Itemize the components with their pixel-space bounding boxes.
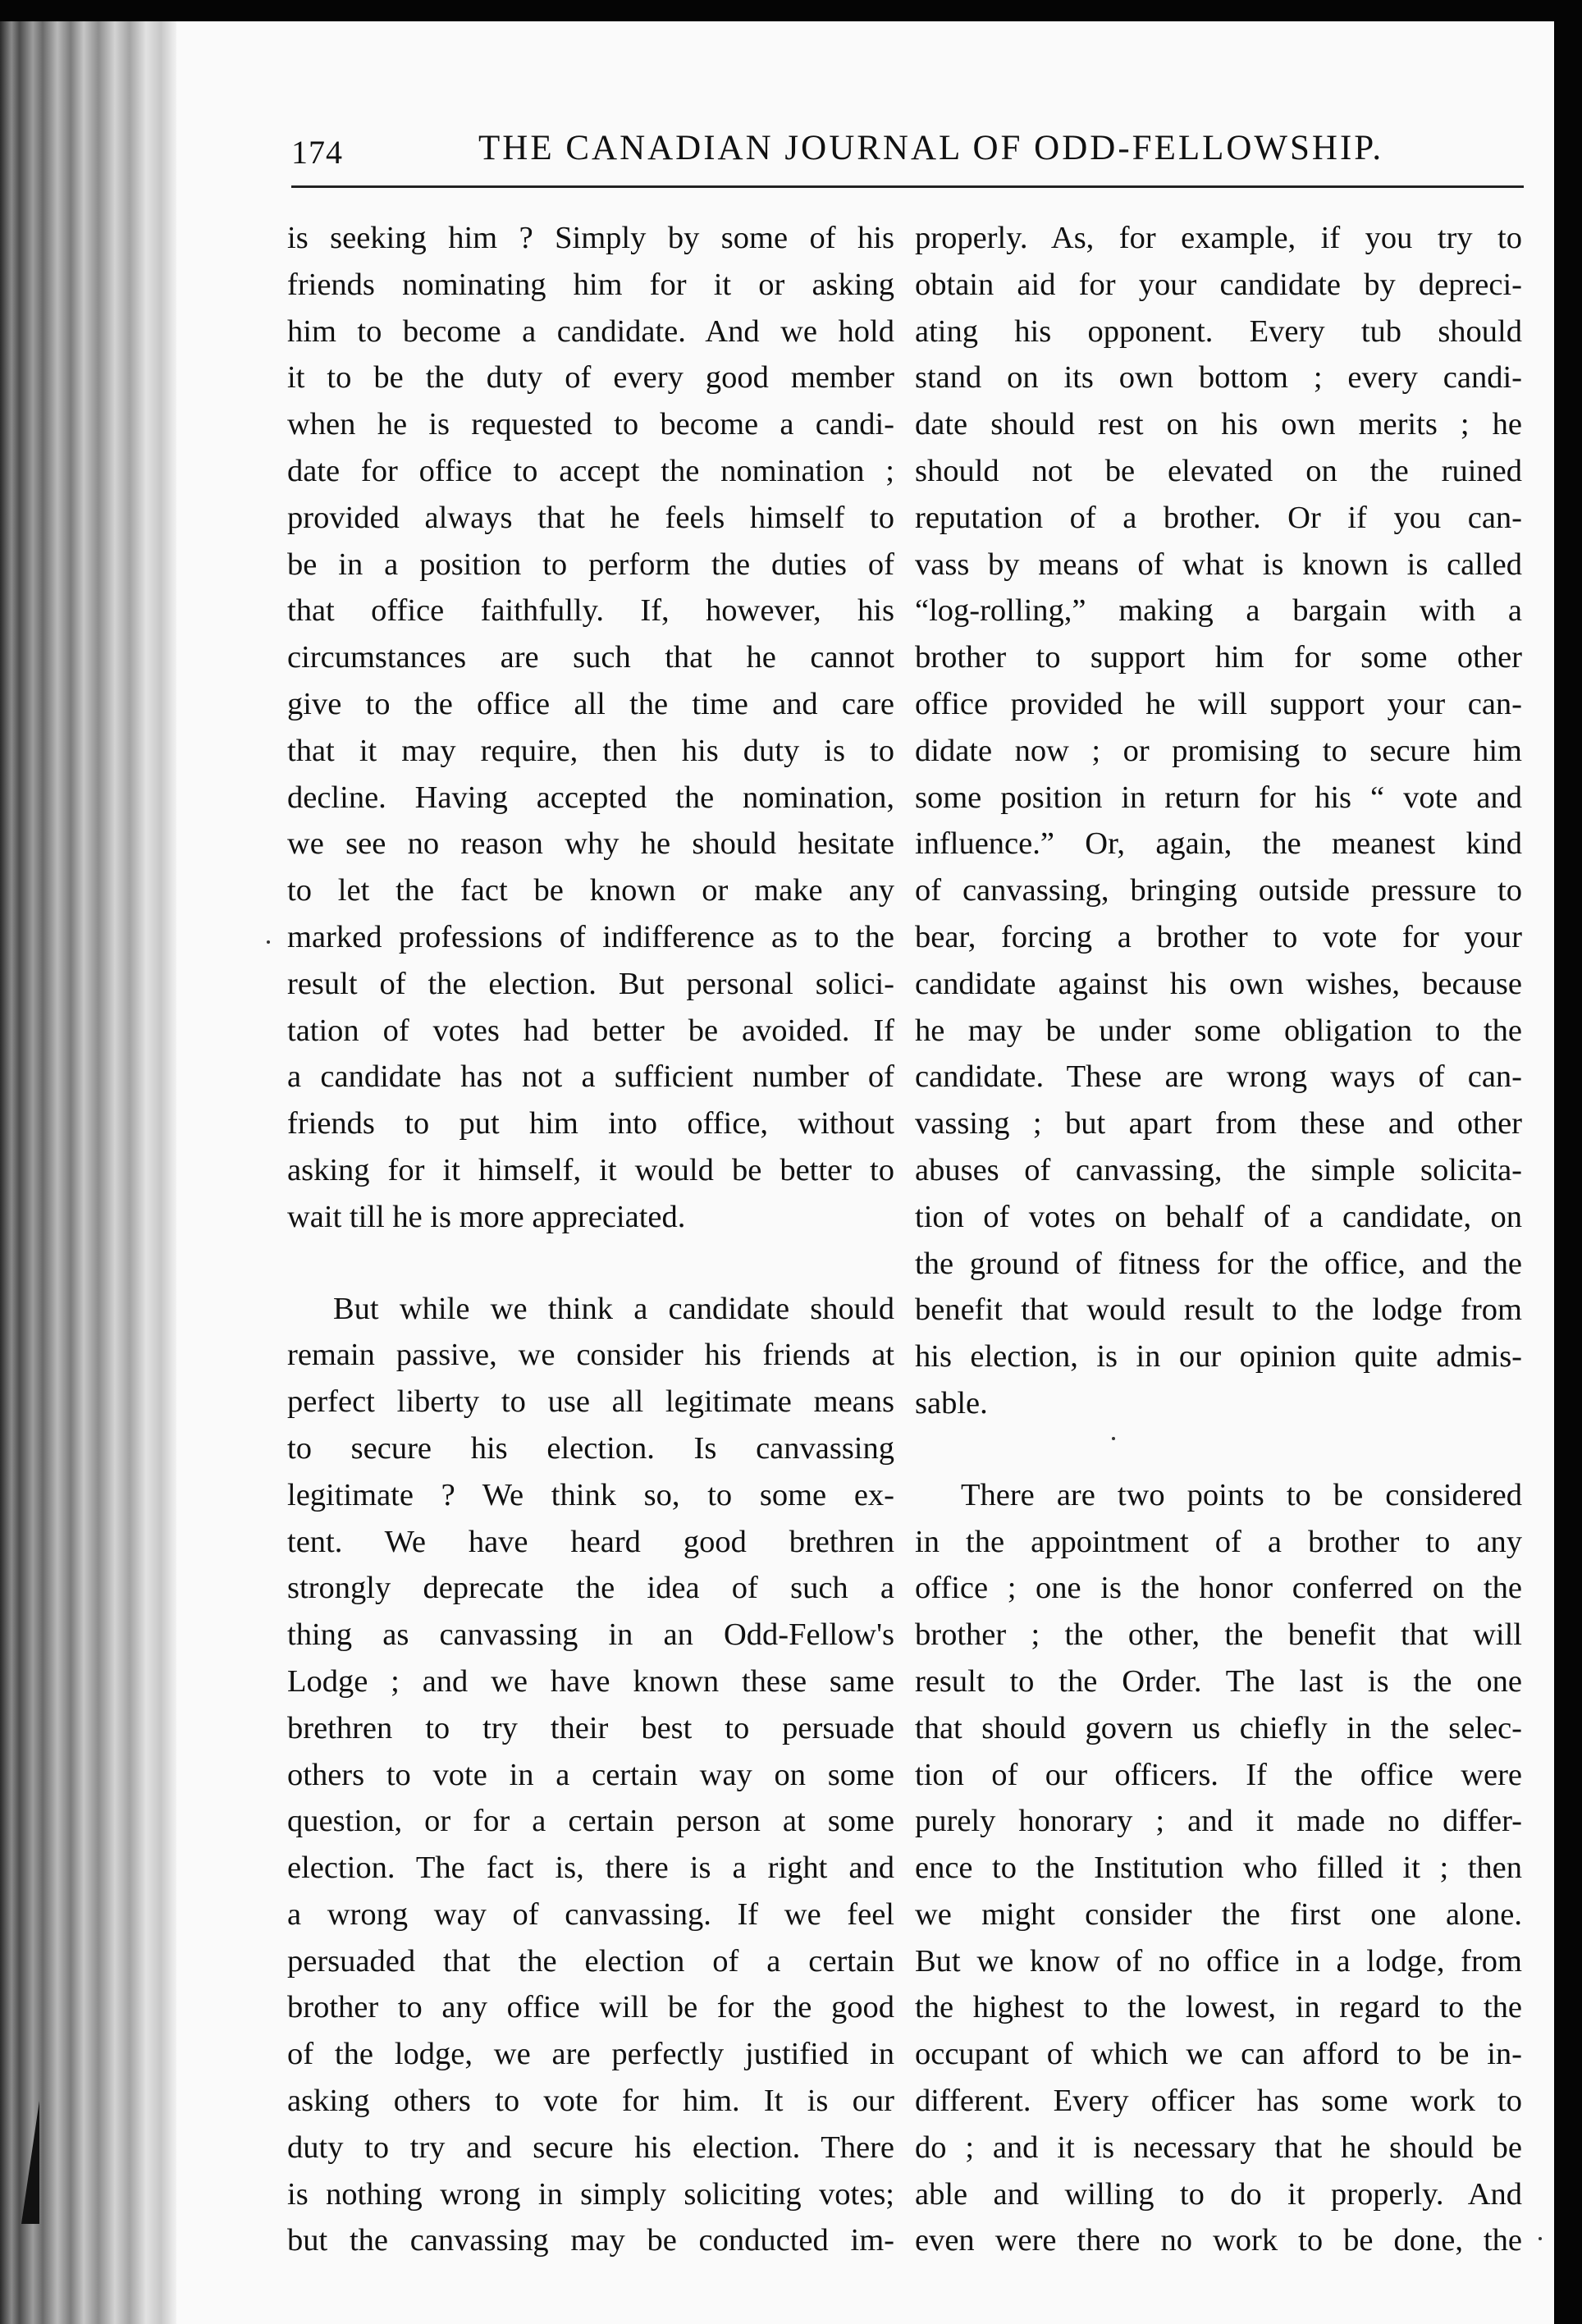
text-line: decline. Having accepted the nomination, — [287, 780, 894, 815]
text-line: we might consider the first one alone. — [915, 1896, 1522, 1932]
text-line: wait till he is more appreciated. — [287, 1199, 686, 1234]
text-line: occupant of which we can afford to be in- — [915, 2037, 1522, 2072]
text-line: result to the Order. The last is the one — [915, 1663, 1522, 1699]
text-line: ating his opponent. Every tub should — [915, 313, 1522, 349]
paragraph — [287, 1286, 894, 2265]
text-line: when he is requested to become a candi- — [287, 407, 894, 442]
text-line: that it may require, then his duty is to — [287, 733, 894, 768]
text-line: date should rest on his own merits ; he — [915, 407, 1522, 442]
text-line: thing as canvassing in an Odd-Fellow's — [287, 1617, 894, 1653]
text-line: of the lodge, we are perfectly justified in — [287, 2037, 894, 2072]
text-line: perfect liberty to use all legitimate means — [287, 1384, 894, 1420]
text-line: tion of our officers. If the office were — [915, 1757, 1522, 1792]
text-line: Lodge ; and we have known these same — [287, 1663, 894, 1699]
text-line: bear, forcing a brother to vote for your — [915, 919, 1522, 954]
text-line: the ground of fitness for the office, and the — [915, 1246, 1522, 1281]
print-speck — [267, 940, 270, 944]
text-line: strongly deprecate the idea of such a — [287, 1571, 894, 1606]
text-line: friends to put him into office, without — [287, 1106, 894, 1141]
text-line: asking for it himself, it would be better to — [287, 1152, 894, 1187]
text-line: result of the election. But personal solici- — [287, 966, 894, 1001]
left-column — [287, 215, 894, 2264]
page-edge-stack — [0, 21, 176, 2324]
paragraph — [915, 215, 1522, 1427]
paragraph — [915, 1472, 1522, 2265]
scan-border-right — [1554, 0, 1582, 2324]
text-line: duty to try and secure his election. There — [287, 2130, 894, 2165]
text-line: circumstances are such that he cannot — [287, 640, 894, 675]
text-line: tion of votes on behalf of a candidate, on — [915, 1199, 1522, 1234]
text-line: to let the fact be known or make any — [287, 873, 894, 908]
text-line: tent. We have heard good brethren — [287, 1524, 894, 1559]
text-line: friends nominating him for it or asking — [287, 267, 894, 302]
text-line: question, or for a certain person at some — [287, 1804, 894, 1839]
text-line: of canvassing, bringing outside pressure to — [915, 873, 1522, 908]
text-line: his election, is in our opinion quite admis- — [915, 1339, 1522, 1375]
text-line: we see no reason why he should hesitate — [287, 826, 894, 862]
scan-border-top — [0, 0, 1582, 21]
text-line: remain passive, we consider his friends at — [287, 1338, 894, 1373]
text-line: even were there no work to be done, the — [915, 2223, 1522, 2258]
text-line: should not be elevated on the ruined — [915, 453, 1522, 488]
header-rule — [291, 185, 1524, 188]
text-line: “log-rolling,” making a bargain with a — [915, 593, 1522, 629]
paragraph-gap — [287, 1241, 894, 1286]
text-line: in the appointment of a brother to any — [915, 1524, 1522, 1559]
text-line: didate now ; or promising to secure him — [915, 733, 1522, 768]
print-speck — [1112, 1437, 1115, 1440]
text-line: obtain aid for your candidate by depreci- — [915, 267, 1522, 302]
text-line: able and willing to do it properly. And — [915, 2176, 1522, 2212]
text-line: is nothing wrong in simply soliciting votes; — [287, 2176, 894, 2212]
text-line: be in a position to perform the duties of — [287, 547, 894, 582]
text-line: that should govern us chiefly in the selec- — [915, 1710, 1522, 1745]
journal-page — [176, 21, 1554, 2324]
text-line: marked professions of indifference as to the — [287, 919, 894, 954]
text-line: do ; and it is necessary that he should be — [915, 2130, 1522, 2165]
text-line: provided always that he feels himself to — [287, 500, 894, 535]
paragraph — [287, 215, 894, 1241]
paragraph-gap — [915, 1427, 1522, 1472]
text-line: properly. As, for example, if you try to — [915, 221, 1522, 255]
text-line: others to vote in a certain way on some — [287, 1757, 894, 1792]
text-line: office provided he will support your can- — [915, 686, 1522, 721]
text-line: brother ; the other, the benefit that will — [915, 1617, 1522, 1653]
text-line: vass by means of what is known is called — [915, 547, 1522, 582]
text-line: election. The fact is, there is a right and — [287, 1851, 894, 1886]
text-line: he may be under some obligation to the — [915, 1013, 1522, 1048]
text-line: the highest to the lowest, in regard to the — [915, 1990, 1522, 2025]
text-line: But while we think a candidate should — [333, 1291, 894, 1326]
text-line: a wrong way of canvassing. If we feel — [287, 1896, 894, 1932]
text-line: purely honorary ; and it made no differ- — [915, 1804, 1522, 1839]
text-line: give to the office all the time and care — [287, 686, 894, 721]
right-column — [915, 215, 1522, 2264]
running-head — [291, 120, 1522, 177]
text-line: different. Every officer has some work to — [915, 2084, 1522, 2119]
journal-title: THE CANADIAN JOURNAL OF ODD-FELLOWSHIP. — [478, 129, 1384, 167]
text-line: ence to the Institution who filled it ; then — [915, 1851, 1522, 1886]
text-line: But we know of no office in a lodge, from — [915, 1943, 1522, 1979]
text-line: it to be the duty of every good member — [287, 360, 894, 396]
text-line: some position in return for his “ vote and — [915, 780, 1522, 815]
text-line: candidate against his own wishes, because — [915, 966, 1522, 1001]
page-number: 174 — [291, 134, 343, 171]
text-line: asking others to vote for him. It is our — [287, 2084, 894, 2119]
text-line: date for office to accept the nomination ; — [287, 453, 894, 488]
text-line: but the canvassing may be conducted im- — [287, 2223, 894, 2258]
text-line: abuses of canvassing, the simple solicita- — [915, 1152, 1522, 1187]
text-line: persuaded that the election of a certain — [287, 1943, 894, 1979]
text-line: legitimate ? We think so, to some ex- — [287, 1477, 894, 1512]
text-line: influence.” Or, again, the meanest kind — [915, 826, 1522, 862]
text-line: that office faithfully. If, however, his — [287, 593, 894, 629]
text-line: stand on its own bottom ; every candi- — [915, 360, 1522, 396]
text-line: vassing ; but apart from these and other — [915, 1106, 1522, 1141]
text-line: sable. — [915, 1385, 988, 1420]
text-line: is seeking him ? Simply by some of his — [287, 221, 894, 255]
text-line: candidate. These are wrong ways of can- — [915, 1059, 1522, 1095]
text-line: tation of votes had better be avoided. If — [287, 1013, 894, 1048]
text-line: There are two points to be considered — [961, 1477, 1522, 1512]
text-line: to secure his election. Is canvassing — [287, 1430, 894, 1466]
text-line: reputation of a brother. Or if you can- — [915, 500, 1522, 535]
text-line: brother to support him for some other — [915, 640, 1522, 675]
text-line: brother to any office will be for the good — [287, 1990, 894, 2025]
text-line: brethren to try their best to persuade — [287, 1710, 894, 1745]
text-line: a candidate has not a sufficient number of — [287, 1059, 894, 1095]
text-line: office ; one is the honor conferred on the — [915, 1571, 1522, 1606]
print-speck — [1539, 2237, 1542, 2240]
text-line: him to become a candidate. And we hold — [287, 313, 894, 349]
text-line: benefit that would result to the lodge from — [915, 1292, 1522, 1328]
